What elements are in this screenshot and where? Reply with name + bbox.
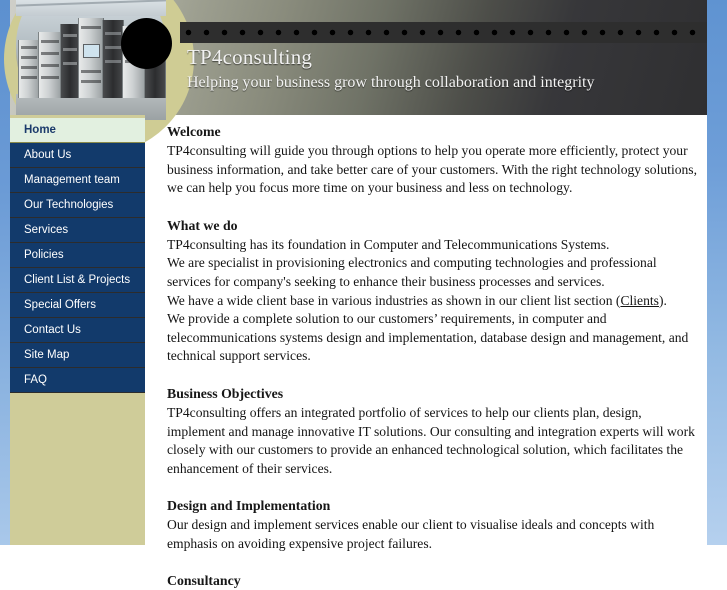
main-content <box>167 122 697 588</box>
sidebar <box>10 115 145 545</box>
sidebar-item-site-map[interactable] <box>10 343 145 368</box>
what-we-do-heading: What we do <box>167 217 238 233</box>
sidebar-item-our-technologies[interactable] <box>10 193 145 218</box>
server-rack <box>102 20 124 98</box>
sidebar-item-label: Policies <box>24 249 64 261</box>
sidebar-item-label: About Us <box>24 149 72 161</box>
dot-row <box>185 29 707 36</box>
what-we-do-line-2: We are specialist in provisioning electronics and computing technologies and professional services for company's seeking to enhance their business processes and services. <box>167 255 657 289</box>
what-we-do-line-3 <box>167 292 697 311</box>
section-welcome <box>167 122 697 198</box>
right-edge-strip <box>707 0 727 545</box>
design-implementation-heading: Design and Implementation <box>167 498 331 514</box>
server-rack <box>38 32 62 98</box>
sidebar-item-label: Services <box>24 224 69 236</box>
sidebar-item-faq[interactable] <box>10 368 145 393</box>
page-title: TP4consulting <box>187 45 313 69</box>
sidebar-item-special-offers[interactable] <box>10 293 145 318</box>
clients-link[interactable]: Clients <box>620 292 659 308</box>
sidebar-item-label: FAQ <box>24 374 48 386</box>
business-objectives-body: TP4consulting offers an integrated portfolio of services to help our clients plan, design, implement and manage innovative IT solutions. Our consulting and integration experts will work closely with our customers to provide an enhanced technological solution, which facilitates the enhancement of their services. <box>167 404 695 476</box>
section-design-implementation <box>167 496 697 553</box>
section-consultancy <box>167 571 697 590</box>
server-rack <box>78 18 104 98</box>
what-we-do-line-3-prefix: We have a wide client base in various industries as shown in our client list section ( <box>167 292 621 308</box>
section-what-we-do <box>167 216 697 366</box>
site-tagline: Helping your business grow through collaboration and integrity <box>187 74 595 91</box>
sidebar-item-label: Home <box>24 124 56 136</box>
sidebar-item-home[interactable] <box>10 118 145 143</box>
sidebar-item-label: Site Map <box>24 349 70 361</box>
consultancy-heading: Consultancy <box>167 572 241 588</box>
what-we-do-line-4: We provide a complete solution to our customers’ requirements, in computer and telecommunications systems design and implementation, database design and management, and technical support services. <box>167 311 689 364</box>
sidebar-item-services[interactable] <box>10 218 145 243</box>
site-header <box>10 0 707 115</box>
server-rack <box>18 40 40 98</box>
sidebar-item-label: Special Offers <box>24 299 97 311</box>
business-objectives-heading: Business Objectives <box>167 385 284 401</box>
sidebar-item-management-team[interactable] <box>10 168 145 193</box>
welcome-body: TP4consulting will guide you through options to help you operate more efficiently, protect your business information, and take better care of your customers. With the right technology solutions, we can help you focus more time on your business and less on technology. <box>167 143 697 196</box>
sidebar-item-contact-us[interactable] <box>10 318 145 343</box>
photo-ceiling <box>16 0 166 16</box>
sidebar-item-label: Client List & Projects <box>24 274 131 286</box>
what-we-do-line-3-suffix: ). <box>658 292 667 308</box>
welcome-heading: Welcome <box>167 124 221 139</box>
server-rack <box>60 24 80 98</box>
main-navigation <box>10 118 145 393</box>
sidebar-item-client-list-projects[interactable] <box>10 268 145 293</box>
sidebar-item-label: Management team <box>24 174 120 186</box>
sidebar-item-label: Our Technologies <box>24 199 114 211</box>
black-circle-decoration <box>121 18 172 69</box>
what-we-do-line-1: TP4consulting has its foundation in Computer and Telecommunications Systems. <box>167 236 610 252</box>
section-business-objectives <box>167 384 697 478</box>
sidebar-item-about-us[interactable] <box>10 143 145 168</box>
dotted-band-decoration <box>180 22 707 43</box>
design-implementation-body: Our design and implement services enable our client to visualise ideals and concepts with emphasis on avoiding expensive project failures. <box>167 517 655 551</box>
sidebar-item-policies[interactable] <box>10 243 145 268</box>
sidebar-item-label: Contact Us <box>24 324 81 336</box>
